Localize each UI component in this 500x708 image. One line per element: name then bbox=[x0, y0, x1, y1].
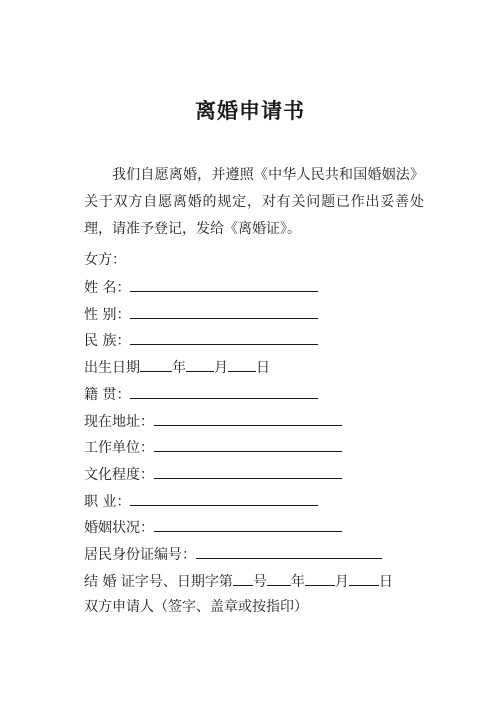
marital-row bbox=[84, 517, 342, 537]
ethnicity-blank[interactable] bbox=[130, 330, 318, 345]
signature-line: 双方申请人（签字、盖章或按指印） bbox=[84, 599, 308, 615]
gender-row bbox=[84, 304, 318, 324]
cert-day-label: 日 bbox=[378, 574, 393, 590]
name-blank[interactable] bbox=[130, 277, 318, 292]
occupation-blank[interactable] bbox=[130, 491, 318, 506]
workplace-blank[interactable] bbox=[154, 437, 342, 452]
document-title: 离婚申请书 bbox=[195, 99, 305, 123]
ethnicity-label: 民 族： bbox=[84, 333, 131, 349]
origin-row bbox=[84, 384, 318, 404]
name-label: 姓 名： bbox=[84, 280, 131, 296]
id-row bbox=[84, 544, 382, 564]
gender-label: 性 别： bbox=[84, 307, 131, 323]
education-blank[interactable] bbox=[154, 464, 342, 479]
birth-month-blank[interactable] bbox=[186, 357, 214, 372]
education-row bbox=[84, 464, 342, 484]
birth-day-blank[interactable] bbox=[228, 357, 256, 372]
ethnicity-row bbox=[84, 330, 318, 350]
party-label: 女方： bbox=[84, 252, 126, 268]
education-label: 文化程度： bbox=[84, 467, 154, 483]
cert-month-blank[interactable] bbox=[305, 571, 335, 586]
cert-day-blank[interactable] bbox=[349, 571, 379, 586]
cert-year-blank[interactable] bbox=[267, 571, 291, 586]
cert-label: 结 婚 证字号、日期字第 bbox=[84, 574, 233, 590]
address-blank[interactable] bbox=[154, 411, 342, 426]
birth-year-label: 年 bbox=[172, 360, 186, 376]
marital-label: 婚姻状况： bbox=[84, 520, 154, 536]
cert-row bbox=[84, 571, 393, 591]
cert-month-label: 月 bbox=[334, 574, 349, 590]
cert-year-label: 年 bbox=[290, 574, 305, 590]
occupation-label: 职 业： bbox=[84, 494, 131, 510]
cert-no-blank[interactable] bbox=[233, 571, 253, 586]
origin-blank[interactable] bbox=[130, 384, 318, 399]
birth-row bbox=[84, 357, 270, 377]
birth-month-label: 月 bbox=[214, 360, 228, 376]
birth-day-label: 日 bbox=[256, 360, 270, 376]
birth-year-blank[interactable] bbox=[140, 357, 172, 372]
name-row bbox=[84, 277, 318, 297]
id-blank[interactable] bbox=[196, 544, 382, 559]
marital-blank[interactable] bbox=[154, 517, 342, 532]
workplace-label: 工作单位： bbox=[84, 440, 154, 456]
id-label: 居民身份证编号： bbox=[84, 547, 196, 563]
birth-label: 出生日期 bbox=[84, 360, 140, 376]
occupation-row bbox=[84, 491, 318, 511]
workplace-row bbox=[84, 437, 342, 457]
intro-paragraph: 我们自愿离婚，并遵照《中华人民共和国婚姻法》关于双方自愿离婚的规定，对有关问题已作出妥善处理，请准予登记，发给《离婚证》。 bbox=[84, 167, 424, 237]
address-row bbox=[84, 411, 342, 431]
address-label: 现在地址： bbox=[84, 414, 154, 430]
origin-label: 籍 贯： bbox=[84, 387, 131, 403]
gender-blank[interactable] bbox=[130, 304, 318, 319]
cert-no-label: 号 bbox=[252, 574, 267, 590]
